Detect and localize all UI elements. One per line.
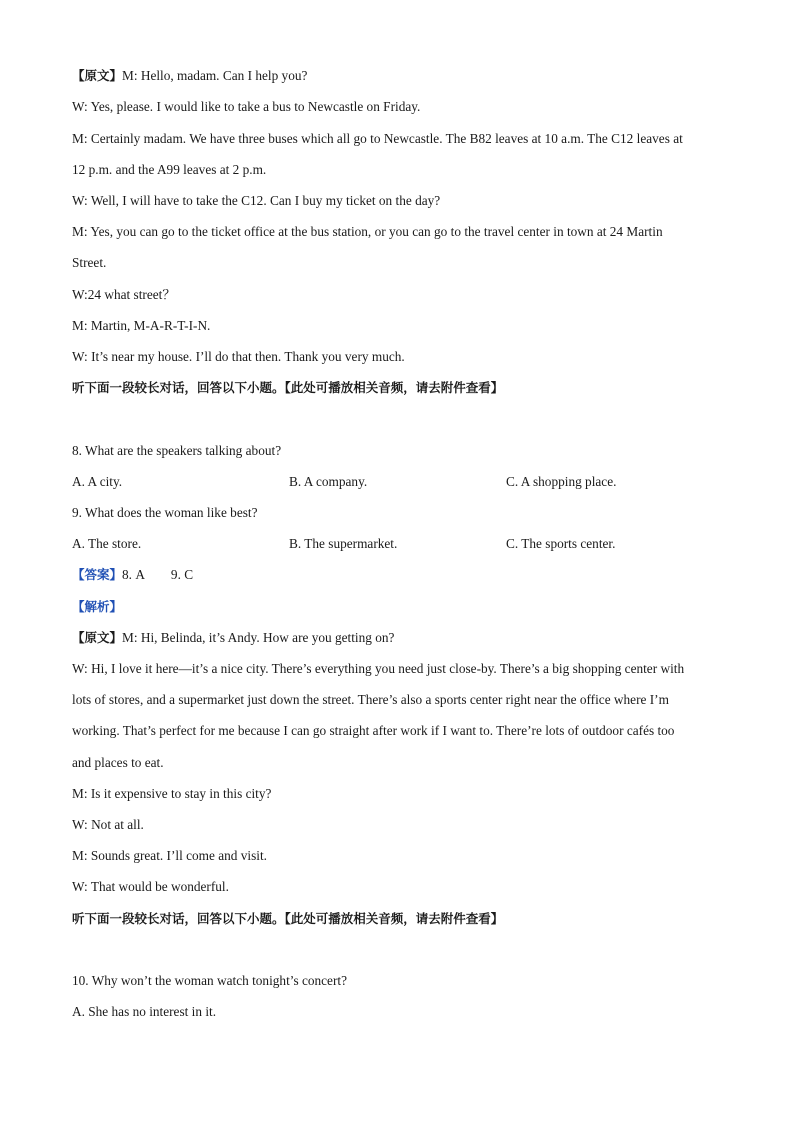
line-text: M: Hello, madam. Can I help you? (122, 68, 308, 83)
option-c: C. The sports center. (506, 536, 616, 551)
option-c: C. A shopping place. (506, 474, 617, 489)
option-a: A. She has no interest in it. (72, 1004, 217, 1019)
transcript-line: W: That would be wonderful. (72, 879, 229, 894)
answer-8: 8. A (122, 567, 145, 582)
question-9: 9. What does the woman like best? (72, 505, 258, 520)
question-10: 10. Why won’t the woman watch tonight’s concert? (72, 973, 347, 988)
question-8-options (72, 473, 732, 491)
original-text-tag: 【原文】 (72, 630, 123, 645)
transcript-line: W: Hi, I love it here—it’s a nice city. There’s everything you need just close-by. There’s a big shopping center with (72, 661, 685, 676)
transcript-line: W: Yes, please. I would like to take a bus to Newcastle on Friday. (72, 99, 421, 114)
transcript-line: M: Martin, M-A-R-T-I-N. (72, 318, 211, 333)
option-b: B. The supermarket. (289, 536, 398, 551)
transcript-line: 12 p.m. and the A99 leaves at 2 p.m. (72, 162, 267, 177)
answer-9: 9. C (170, 567, 194, 582)
transcript-line (72, 629, 394, 647)
transcript-line: lots of stores, and a supermarket just down the street. There’s also a sports center right near the office where I’m (72, 692, 669, 707)
transcript-line: W: Not at all. (72, 817, 144, 832)
answer-line (72, 566, 193, 584)
transcript-line: Street. (72, 255, 107, 270)
original-text-tag: 【原文】 (72, 68, 123, 83)
listening-instruction: 听下面一段较长对话，回答以下小题。【此处可播放相关音频，请去附件查看】 (72, 911, 504, 926)
line-text: M: Hi, Belinda, it’s Andy. How are you getting on? (122, 630, 395, 645)
transcript-line: W:24 what street？ (72, 287, 176, 302)
question-9-options (72, 535, 732, 553)
analysis-tag: 【解析】 (72, 599, 123, 614)
option-a: A. A city. (72, 474, 123, 489)
transcript-line: M: Is it expensive to stay in this city? (72, 786, 272, 801)
transcript-line: working. That’s perfect for me because I can go straight after work if I want to. There’re lots of outdoor cafés too (72, 723, 675, 738)
analysis-line (72, 598, 122, 616)
question-8: 8. What are the speakers talking about? (72, 443, 282, 458)
listening-instruction: 听下面一段较长对话，回答以下小题。【此处可播放相关音频，请去附件查看】 (72, 380, 504, 395)
transcript-line: and places to eat. (72, 755, 164, 770)
transcript-line: M: Yes, you can go to the ticket office at the bus station, or you can go to the travel center in town at 24 Martin (72, 224, 663, 239)
answer-tag: 【答案】 (72, 567, 123, 582)
option-b: B. A company. (289, 474, 368, 489)
transcript-line (72, 67, 307, 85)
option-a: A. The store. (72, 536, 142, 551)
transcript-line: W: It’s near my house. I’ll do that then. Thank you very much. (72, 349, 405, 364)
transcript-line: M: Sounds great. I’ll come and visit. (72, 848, 267, 863)
transcript-line: M: Certainly madam. We have three buses which all go to Newcastle. The B82 leaves at 10 a.m. The C12 leaves at (72, 131, 683, 146)
transcript-line: W: Well, I will have to take the C12. Can I buy my ticket on the day? (72, 193, 441, 208)
